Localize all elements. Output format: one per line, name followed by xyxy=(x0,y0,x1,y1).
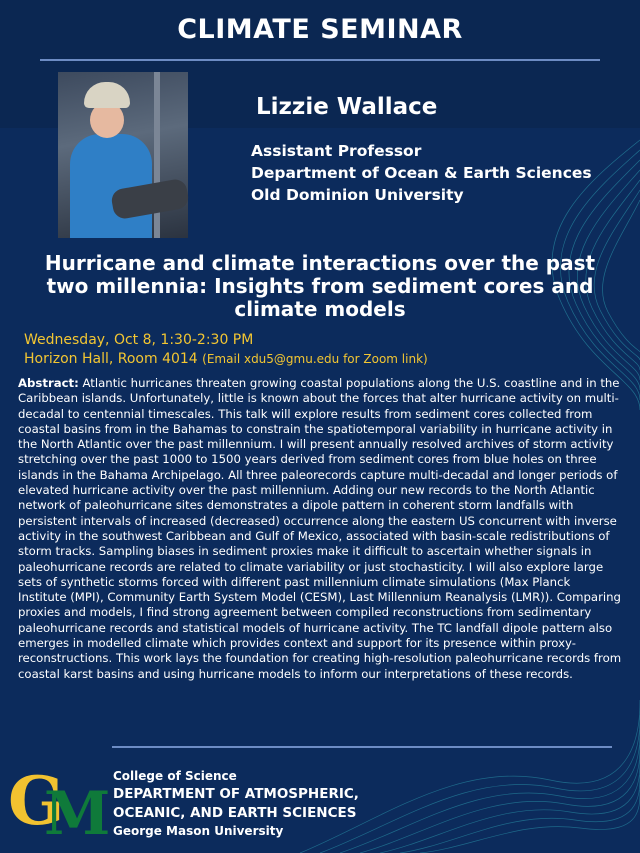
talk-title-line: climate models xyxy=(234,297,406,321)
zoom-note: (Email xdu5@gmu.edu for Zoom link) xyxy=(202,352,428,366)
speaker-department: Department of Ocean & Earth Sciences xyxy=(251,164,592,182)
talk-location: Horizon Hall, Room 4014 xyxy=(24,351,198,367)
abstract xyxy=(18,376,622,682)
talk-location-line xyxy=(24,351,428,367)
talk-title xyxy=(20,252,620,321)
title-divider xyxy=(40,59,600,61)
talk-title-line: Hurricane and climate interactions over the past xyxy=(44,251,596,275)
speaker-university: Old Dominion University xyxy=(251,186,464,204)
footer-department-line1: DEPARTMENT OF ATMOSPHERIC, xyxy=(113,786,359,802)
footer-college: College of Science xyxy=(113,769,237,783)
speaker-position: Assistant Professor xyxy=(251,142,422,160)
abstract-label: Abstract: xyxy=(18,376,79,390)
speaker-photo xyxy=(58,72,188,238)
abstract-text: Atlantic hurricanes threaten growing coastal populations along the U.S. coastline and in the Caribbean islands. Unfortunately, little is known about the forces that alter hurricane activity on multi-decadal to centennial timescales. This talk will explore results from sediment cores collected from coastal basins from in the Bahamas to constrain the spatiotemporal variability in hurricane activity in the North Atlantic over the past millennium. I will present annually resolved archives of storm activity stretching over the past 1000 to 1500 years derived from sediment cores from blue holes on three islands in the Bahama Archipelago. All three paleorecords capture multi-decadal and longer periods of elevated hurricane activity over the past millennium. Adding our new records to the North Atlantic network of paleohurricane sites demonstrates a dipole pattern in coherent storm landfalls with persistent intervals of increased (decreased) occurrence along the eastern US concurrent with inverse activity in the southwest Caribbean and Gulf of Mexico, associated with basin-scale redistributions of storm tracks. Sampling biases in sediment proxies make it difficult to ascertain whether signals in paleohurricane records are related to climate variability or just stochasticity. I will also explore large sets of synthetic storms forced with different past millennium climate simulations (Max Planck Institute (MPI), Community Earth System Model (CESM), Last Millennium Reanalysis (LMR)). Comparing proxies and models, I find strong agreement between compiled reconstructions from sedimentary paleohurricane records and statistical models of hurricane activity. The TC landfall dipole pattern also emerges in modelled climate which provides context and support for its presence within proxy-reconstructions. This work lays the foundation for creating high-resolution paleohurricane records from coastal karst basins and using hurricane models to inform our interpretations of these records. xyxy=(18,376,622,681)
footer-university: George Mason University xyxy=(113,824,284,838)
talk-title-line: two millennia: Insights from sediment cores and xyxy=(46,274,594,298)
svg-text:G: G xyxy=(8,762,65,840)
talk-date-time: Wednesday, Oct 8, 1:30-2:30 PM xyxy=(24,332,254,348)
footer-department-line2: OCEANIC, AND EARTH SCIENCES xyxy=(113,805,357,821)
speaker-name: Lizzie Wallace xyxy=(256,94,438,120)
gmu-logo xyxy=(6,762,111,849)
footer-divider xyxy=(112,746,612,748)
page-title: CLIMATE SEMINAR xyxy=(177,14,463,45)
svg-text:M: M xyxy=(44,779,111,849)
